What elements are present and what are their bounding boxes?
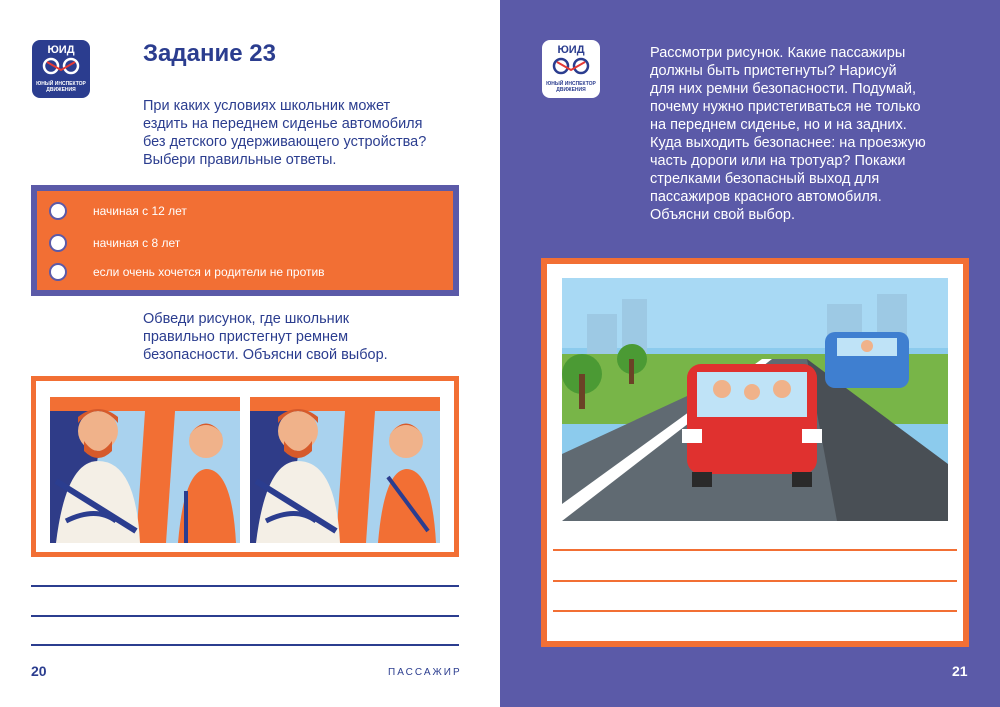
question-text: При каких условиях школьник может ездить на переднем сиденье автомобиля без детского удерживающего устройства? Выбери правильные ответы. xyxy=(143,98,427,168)
logo-text: ЮИД xyxy=(47,44,75,56)
radio-button[interactable] xyxy=(49,202,67,220)
answer-line[interactable] xyxy=(31,615,459,617)
answer-line[interactable] xyxy=(31,585,459,587)
bicycle-icon xyxy=(549,56,593,76)
picture-correct-belt[interactable] xyxy=(250,397,440,543)
road-picture-frame xyxy=(541,258,969,647)
answer-option-label: начиная с 12 лет xyxy=(93,204,187,218)
picture-incorrect-belt[interactable] xyxy=(50,397,240,543)
logo-text: ЮИД xyxy=(557,44,585,56)
answer-option-label: если очень хочется и родители не против xyxy=(93,265,325,279)
seatbelt-illustrations xyxy=(36,381,454,552)
logo-subtitle: ЮНЫЙ ИНСПЕКТОР ДВИЖЕНИЯ xyxy=(36,81,86,93)
answer-option-label: начиная с 8 лет xyxy=(93,236,181,250)
instruction-text: Обведи рисунок, где школьник правильно пристегнут ремнем безопасности. Объясни свой выбор. xyxy=(143,311,388,363)
answer-option-3[interactable] xyxy=(49,261,325,283)
answer-box-inner xyxy=(37,191,453,290)
page-number: 20 xyxy=(31,663,47,679)
logo-subtitle: ЮНЫЙ ИНСПЕКТОР ДВИЖЕНИЯ xyxy=(546,81,596,93)
bicycle-icon xyxy=(39,56,83,76)
instruction-text: Рассмотри рисунок. Какие пассажиры должны быть пристегнуты? Нарисуй для них ремни безопасности. Подумай, почему нужно пристегиваться не только на переднем сиденье, но и на задних. Куда выходить безопаснее: на проезжую часть дороги или на тротуар? Покажи стрелками безопасный выход для пассажиров красного автомобиля. Объясни свой выбор. xyxy=(650,45,926,223)
yuid-logo xyxy=(32,40,90,98)
answer-line[interactable] xyxy=(31,644,459,646)
page-number: 21 xyxy=(952,663,968,679)
answer-option-2[interactable] xyxy=(49,232,180,254)
radio-button[interactable] xyxy=(49,263,67,281)
seatbelt-pictures-frame xyxy=(31,376,459,557)
section-footer: ПАССАЖИР xyxy=(388,667,462,678)
task-title: Задание 23 xyxy=(143,40,276,67)
answer-option-1[interactable] xyxy=(49,200,187,222)
answer-box xyxy=(31,185,459,296)
radio-button[interactable] xyxy=(49,234,67,252)
yuid-logo xyxy=(542,40,600,98)
road-illustration xyxy=(547,264,963,641)
right-page xyxy=(500,0,1000,707)
